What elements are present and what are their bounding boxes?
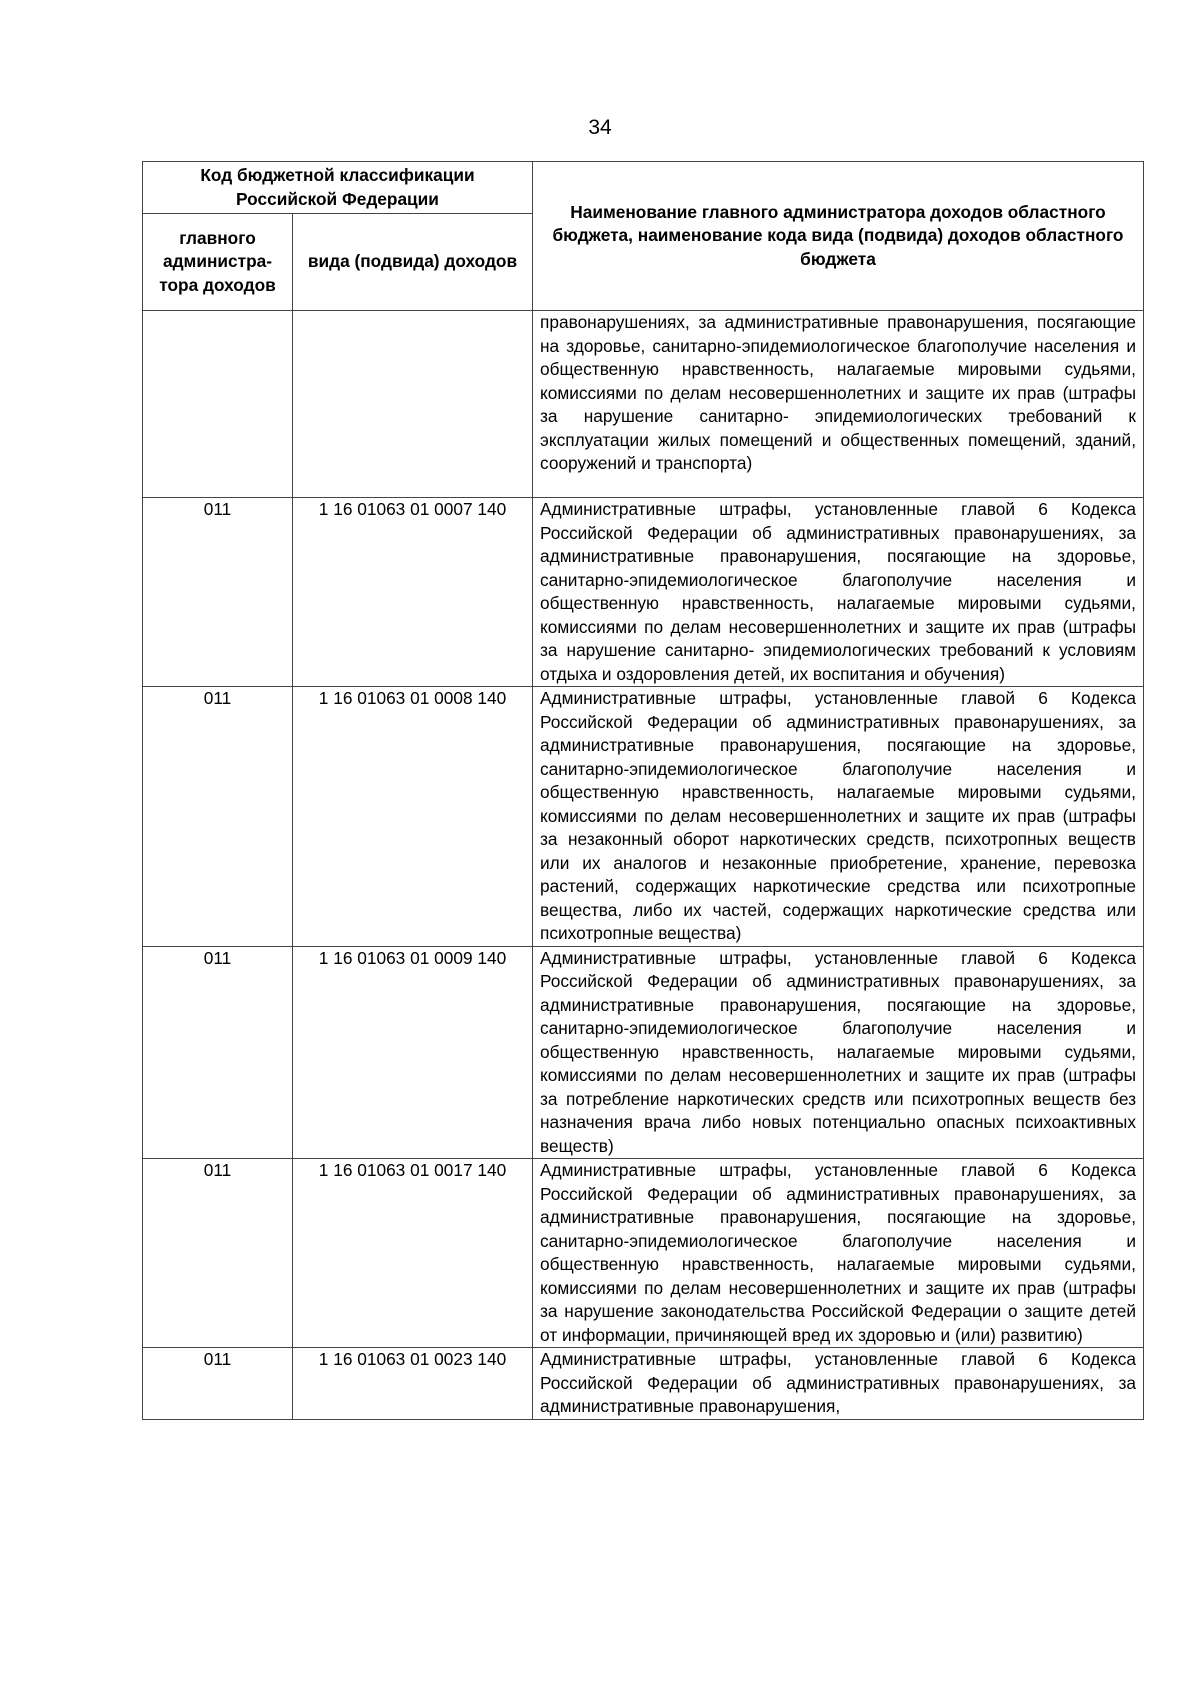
table-row [143,1159,1144,1348]
admin-code-cell: 011 [143,946,293,1159]
admin-code-cell: 011 [143,498,293,687]
admin-code-cell: 011 [143,1348,293,1420]
header-name: Наименование главного администратора доходов областного бюджета, наименование кода вида (подвида) доходов областного бюджета [533,162,1144,311]
income-name-cell: Административные штрафы, установленные главой 6 Кодекса Российской Федерации об административных правонарушениях, за административные правонарушения, посягающие на здоровье, санитарно-эпидемиологическое благополучие населения и общественную нравственность, налагаемые мировыми судьями, комиссиями по делам несовершеннолетних и защите их прав (штрафы за нарушение санитарно- эпидемиологических требований к условиям отдыха и оздоровления детей, их воспитания и обучения) [533,498,1144,687]
income-name-cell: Административные штрафы, установленные главой 6 Кодекса Российской Федерации об административных правонарушениях, за административные правонарушения, посягающие на здоровье, санитарно-эпидемиологическое благополучие населения и общественную нравственность, налагаемые мировыми судьями, комиссиями по делам несовершеннолетних и защите их прав (штрафы за потребление наркотических средств или психотропных веществ без назначения врача либо новых потенциально опасных психоактивных веществ) [533,946,1144,1159]
income-name-cell: Административные штрафы, установленные главой 6 Кодекса Российской Федерации об административных правонарушениях, за административные правонарушения, [533,1348,1144,1420]
income-name-cell: Административные штрафы, установленные главой 6 Кодекса Российской Федерации об административных правонарушениях, за административные правонарушения, посягающие на здоровье, санитарно-эпидемиологическое благополучие населения и общественную нравственность, налагаемые мировыми судьями, комиссиями по делам несовершеннолетних и защите их прав (штрафы за нарушение законодательства Российской Федерации о защите детей от информации, причиняющей вред их здоровью и (или) развитию) [533,1159,1144,1348]
income-name-cell: правонарушениях, за административные правонарушения, посягающие на здоровье, санитарно-эпидемиологическое благополучие населения и общественную нравственность, налагаемые мировыми судьями, комиссиями по делам несовершеннолетних и защите их прав (штрафы за нарушение санитарно- эпидемиологических требований к эксплуатации жилых помещений и общественных помещений, зданий, сооружений и транспорта) [533,311,1144,498]
table-body [143,311,1144,1420]
admin-code-cell [143,311,293,498]
income-code-cell [293,311,533,498]
table-header [143,162,1144,311]
table-row [143,1348,1144,1420]
income-code-cell: 1 16 01063 01 0023 140 [293,1348,533,1420]
table-row [143,311,1144,498]
table-row [143,687,1144,947]
income-name-cell: Административные штрафы, установленные главой 6 Кодекса Российской Федерации об административных правонарушениях, за административные правонарушения, посягающие на здоровье, санитарно-эпидемиологическое благополучие населения и общественную нравственность, налагаемые мировыми судьями, комиссиями по делам несовершеннолетних и защите их прав (штрафы за незаконный оборот наркотических средств, психотропных веществ или их аналогов и незаконные приобретение, хранение, перевозка растений, содержащих наркотические средства или психотропные вещества, либо их частей, содержащих наркотические средства или психотропные вещества) [533,687,1144,947]
table-row [143,946,1144,1159]
admin-code-cell: 011 [143,687,293,947]
income-code-cell: 1 16 01063 01 0017 140 [293,1159,533,1348]
header-code-group: Код бюджетной классификации Российской Федерации [143,162,533,214]
budget-classification-table [142,161,1144,1420]
admin-code-cell: 011 [143,1159,293,1348]
page-number: 34 [588,116,612,139]
header-admin: главного администра-тора доходов [143,214,293,311]
header-code: вида (подвида) доходов [293,214,533,311]
income-code-cell: 1 16 01063 01 0008 140 [293,687,533,947]
income-code-cell: 1 16 01063 01 0009 140 [293,946,533,1159]
table-row [143,498,1144,687]
income-code-cell: 1 16 01063 01 0007 140 [293,498,533,687]
